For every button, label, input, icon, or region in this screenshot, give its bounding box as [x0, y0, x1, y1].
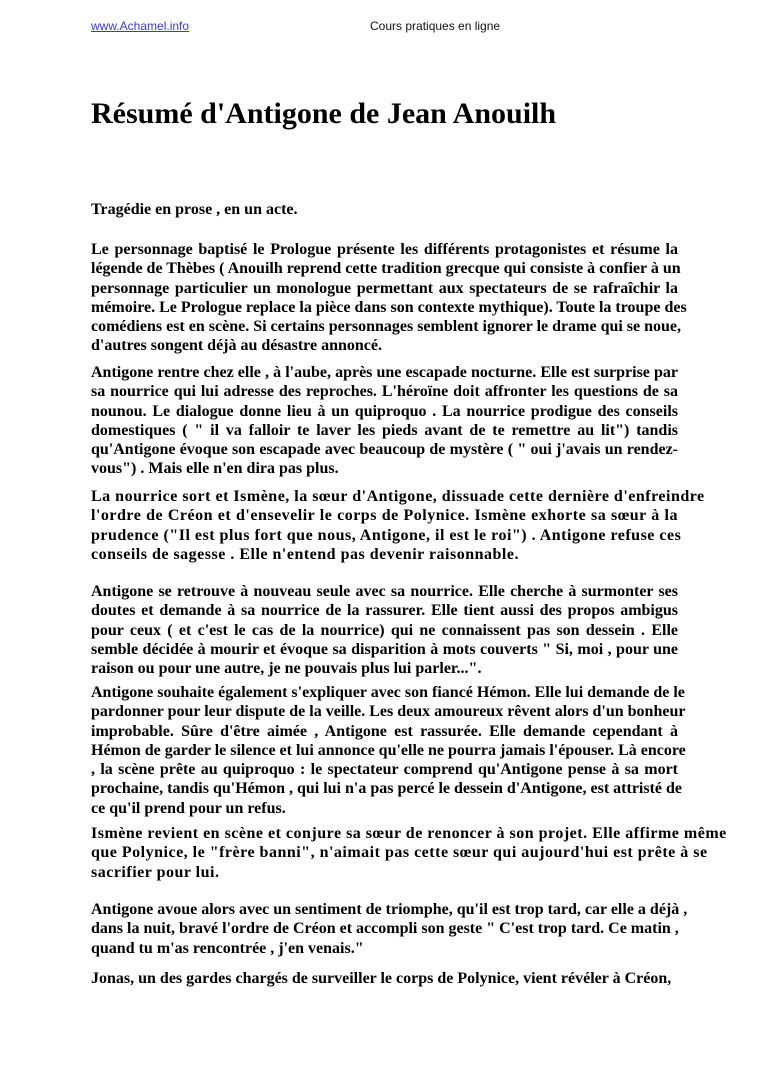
text-line: pour ceux ( et c'est le cas de la nourrice) qui ne connaissent pas son dessein . Elle	[91, 621, 678, 639]
text-line: ce qu'il prend pour un refus.	[91, 799, 286, 817]
text-line: La nourrice sort et Ismène, la sœur d'Antigone, dissuade cette dernière d'enfreindre	[91, 488, 705, 505]
paragraph	[91, 240, 687, 356]
text-line: sacrifier pour lui.	[91, 863, 220, 881]
text-line: qu'Antigone évoque son escapade avec beaucoup de mystère ( " oui j'avais un rendez-	[91, 441, 678, 459]
text-line: Antigone souhaite également s'expliquer avec son fiancé Hémon. Elle lui demande de le	[91, 684, 685, 701]
paragraph	[91, 487, 705, 564]
text-line: Antigone avoue alors avec un sentiment de triomphe, qu'il est trop tard, car elle a déjà ,	[91, 901, 688, 918]
paragraph	[91, 363, 678, 479]
text-line: sa nourrice qui lui adresse des reproches. L'héroïne doit affronter les questions de sa	[91, 383, 678, 401]
paragraph	[91, 900, 688, 958]
text-line: prudence ("Il est plus fort que nous, Antigone, il est le roi") . Antigone refuse ces	[91, 526, 682, 544]
paragraph	[91, 969, 678, 988]
text-line: , la scène prête au quiproquo : le spectateur comprend qu'Antigone pense à sa mort	[91, 761, 678, 779]
text-line: conseils de sagesse . Elle n'entend pas devenir raisonnable.	[91, 545, 519, 563]
text-line: Antigone se retrouve à nouveau seule avec sa nourrice. Elle cherche à surmonter ses	[91, 583, 678, 600]
text-line: personnage particulier un monologue permettant aux spectateurs de se rafraîchir la	[91, 279, 678, 297]
site-link[interactable]: www.Achamel.info	[91, 19, 190, 33]
paragraph	[91, 582, 678, 678]
text-line: que Polynice, le "frère banni", n'aimait pas cette sœur qui aujourd'hui est prête à se	[91, 844, 708, 862]
text-line: mémoire. Le Prologue replace la pièce dans son contexte mythique). Toute la troupe des	[91, 298, 687, 316]
paragraph	[91, 683, 686, 818]
page-title: Résumé d'Antigone de Jean Anouilh	[91, 97, 557, 130]
paragraph	[91, 824, 727, 882]
text-line: Antigone rentre chez elle , à l'aube, après une escapade nocturne. Elle est surprise par	[91, 364, 678, 381]
text-line: vous") . Mais elle n'en dira pas plus.	[91, 460, 339, 478]
text-line: légende de Thèbes ( Anouilh reprend cette tradition grecque qui consiste à confier à un	[91, 260, 681, 278]
text-line: quand tu m'as rencontrée , j'en venais."	[91, 939, 364, 957]
text-line: comédiens est en scène. Si certains personnages semblent ignorer le drame qui se noue,	[91, 318, 682, 336]
text-line: doutes et demande à sa nourrice de la rassurer. Elle tient aussi des propos ambigus	[91, 602, 678, 620]
text-line: Tragédie en prose , en un acte.	[91, 201, 298, 218]
text-line: Ismène revient en scène et conjure sa sœur de renoncer à son projet. Elle affirme même	[91, 825, 727, 842]
text-line: pardonner pour leur dispute de la veille. Les deux amoureux rêvent alors d'un bonheur	[91, 703, 686, 721]
text-line: prochaine, tandis qu'Hémon , qui lui n'a pas percé le dessein d'Antigone, est attristé de	[91, 780, 683, 798]
paragraph	[91, 200, 678, 219]
text-line: semble décidée à mourir et évoque sa disparition à mots couverts " Si, moi , pour une	[91, 640, 678, 658]
header-tagline: Cours pratiques en ligne	[370, 19, 501, 33]
text-line: Le personnage baptisé le Prologue présente les différents protagonistes et résume la	[91, 241, 678, 258]
text-line: domestiques ( " il va falloir te laver les pieds avant de te remettre au lit") tandis	[91, 421, 678, 439]
text-line: l'ordre de Créon et d'ensevelir le corps de Polynice. Ismène exhorte sa sœur à la	[91, 507, 678, 525]
text-line: d'autres songent déjà au désastre annoncé.	[91, 337, 382, 355]
text-line: Jonas, un des gardes chargés de surveiller le corps de Polynice, vient révéler à Créon,	[91, 970, 672, 987]
text-line: dans la nuit, bravé l'ordre de Créon et accompli son geste " C'est trop tard. Ce matin ,	[91, 920, 679, 938]
text-line: Hémon de garder le silence et lui annonce qu'elle ne pourra jamais l'épouser. Là encore	[91, 741, 686, 759]
text-line: nounou. Le dialogue donne lieu à un quiproquo . La nourrice prodigue des conseils	[91, 402, 678, 420]
text-line: raison ou pour une autre, je ne pouvais plus lui parler...".	[91, 660, 482, 678]
text-line: improbable. Sûre d'être aimée , Antigone est rassurée. Elle demande cependant à	[91, 722, 678, 740]
